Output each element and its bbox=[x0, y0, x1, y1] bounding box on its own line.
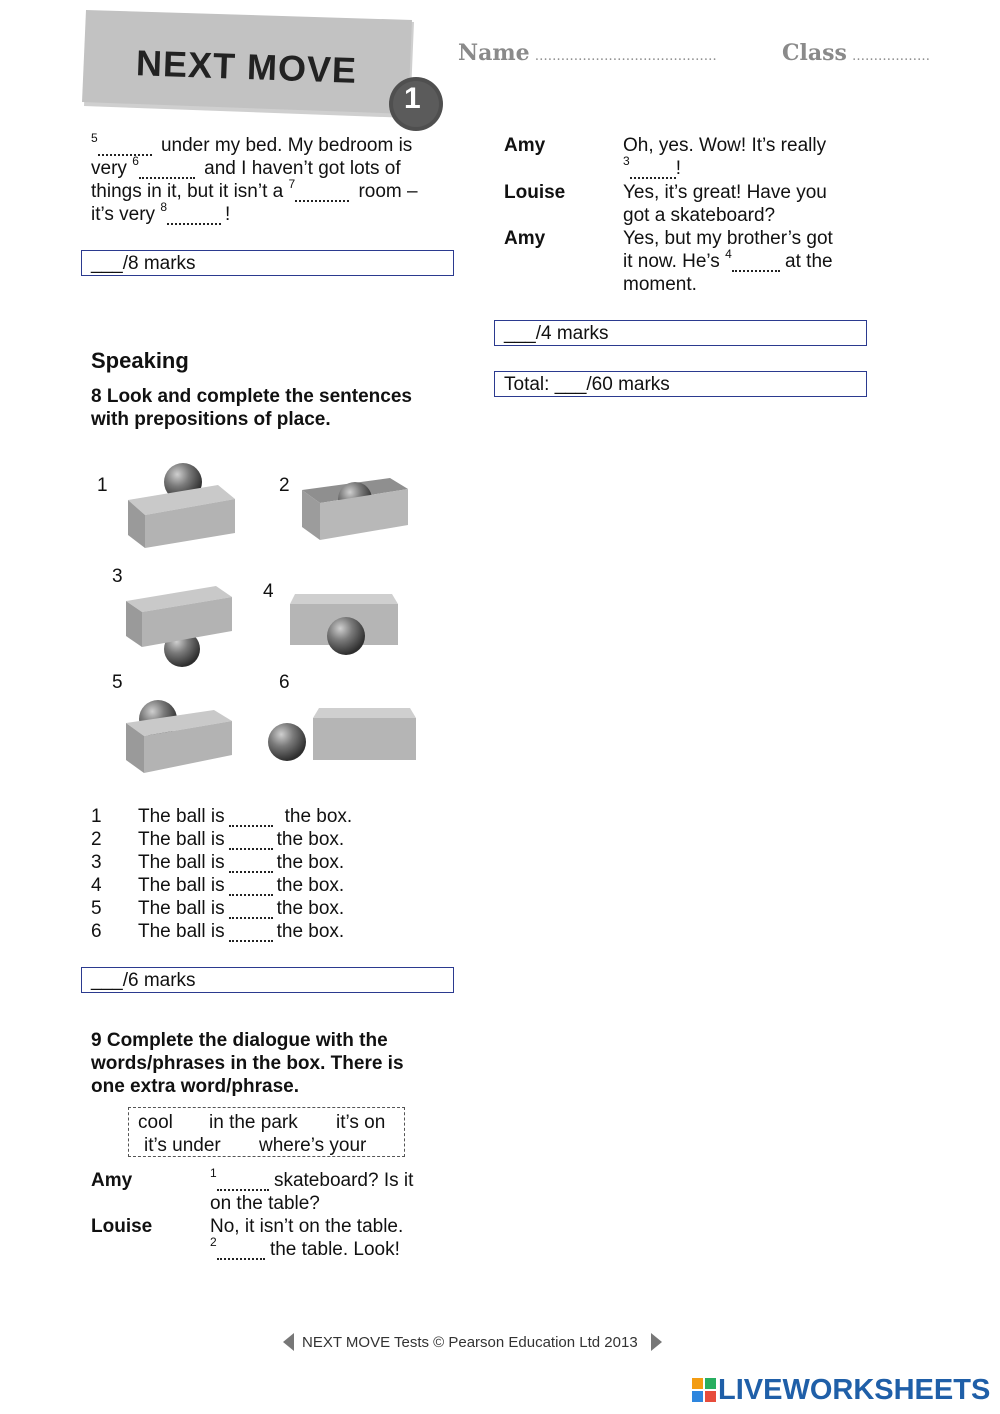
logo-text: NEXT MOVE bbox=[135, 42, 358, 91]
text-line: under my bed. My bedroom is bbox=[155, 135, 413, 156]
word-box-item: it’s on bbox=[336, 1112, 386, 1133]
sentence-number: 3 bbox=[91, 852, 102, 873]
sentence-text: The ball is bbox=[138, 806, 225, 827]
sentence-text: the box. bbox=[284, 806, 353, 827]
gap-number: 1 bbox=[210, 1165, 217, 1180]
sentence-text: The ball is bbox=[138, 921, 225, 942]
answer-5[interactable] bbox=[98, 138, 152, 156]
class-field[interactable] bbox=[782, 40, 930, 66]
dialogue-text: got a skateboard? bbox=[623, 205, 776, 226]
word-box-item: it’s under bbox=[144, 1135, 221, 1156]
instruction-line: 8 Look and complete the sentences bbox=[91, 386, 412, 407]
sentence-row bbox=[91, 897, 451, 920]
gap-number: 4 bbox=[725, 246, 732, 261]
image-ball-in-front-of-box bbox=[290, 594, 398, 655]
sentence-text: the box. bbox=[276, 852, 345, 873]
dialogue-text: it now. He’s bbox=[623, 251, 726, 272]
speaking-heading: Speaking bbox=[91, 348, 189, 373]
answer-d4[interactable] bbox=[732, 254, 780, 272]
dialogue-line bbox=[623, 181, 873, 227]
answer-d1[interactable] bbox=[217, 1173, 269, 1191]
instruction-line: with prepositions of place. bbox=[91, 409, 331, 430]
sentence-number: 5 bbox=[91, 898, 102, 919]
answer-d2[interactable] bbox=[217, 1242, 265, 1260]
sentence-text: The ball is bbox=[138, 898, 225, 919]
text-line: things in it, but it isn’t a bbox=[91, 181, 289, 202]
text-line: very bbox=[91, 158, 133, 179]
sentence-number: 6 bbox=[91, 921, 102, 942]
dialogue-text: at the bbox=[779, 251, 833, 272]
answer-s6[interactable] bbox=[229, 924, 273, 942]
image-label-2: 2 bbox=[279, 475, 290, 496]
sentence-text: The ball is bbox=[138, 829, 225, 850]
prev-page-icon[interactable] bbox=[283, 1333, 294, 1351]
gap-number: 6 bbox=[132, 153, 139, 168]
sentence-row bbox=[91, 920, 451, 943]
name-label: Name bbox=[458, 40, 530, 66]
image-label-1: 1 bbox=[97, 475, 108, 496]
text-line: ! bbox=[225, 204, 231, 225]
sentence-row bbox=[91, 805, 451, 828]
answer-7[interactable] bbox=[295, 184, 349, 202]
image-ball-under-box bbox=[126, 586, 232, 667]
text-line: and I haven’t got lots of bbox=[198, 158, 401, 179]
sentence-number: 4 bbox=[91, 875, 102, 896]
sentence-text: The ball is bbox=[138, 852, 225, 873]
gap-number: 3 bbox=[623, 153, 630, 168]
sentence-list bbox=[91, 805, 451, 943]
gap-number: 7 bbox=[288, 176, 296, 191]
next-page-icon[interactable] bbox=[651, 1333, 662, 1351]
sentence-row bbox=[91, 851, 451, 874]
speaker-name: Louise bbox=[91, 1216, 153, 1237]
answer-8[interactable] bbox=[167, 207, 221, 225]
image-ball-next-to-box bbox=[268, 708, 416, 761]
sentence-text: the box. bbox=[276, 829, 345, 850]
copyright-text: NEXT MOVE Tests © Pearson Education Ltd 2013 bbox=[302, 1334, 638, 1351]
speaker-name: Louise bbox=[504, 182, 566, 203]
dialogue-text: Yes, but my brother’s got bbox=[623, 228, 833, 249]
sentence-row bbox=[91, 874, 451, 897]
gap-number: 2 bbox=[210, 1234, 217, 1249]
sentence-text: The ball is bbox=[138, 875, 225, 896]
answer-s1[interactable] bbox=[229, 809, 273, 827]
class-dots: ……………… bbox=[852, 49, 930, 64]
answer-6[interactable] bbox=[139, 161, 195, 179]
word-box bbox=[128, 1107, 405, 1157]
name-dots: …………………………………… bbox=[534, 49, 717, 64]
prepositions-illustration bbox=[90, 455, 430, 785]
image-label-6: 6 bbox=[279, 672, 290, 693]
marks-box-8: ___/8 marks bbox=[81, 250, 454, 276]
image-label-3: 3 bbox=[112, 566, 123, 587]
sentence-text: the box. bbox=[276, 898, 345, 919]
exercise8-instruction bbox=[91, 385, 461, 431]
sentence-text: the box. bbox=[276, 875, 345, 896]
name-field[interactable] bbox=[458, 40, 717, 66]
dialogue-text: the table. Look! bbox=[264, 1239, 400, 1260]
speaker-name: Amy bbox=[504, 228, 546, 249]
word-box-item: cool bbox=[138, 1112, 173, 1133]
image-ball-in-box bbox=[302, 478, 408, 540]
total-marks-box: Total: ___/60 marks bbox=[494, 371, 867, 397]
text-line: it’s very bbox=[91, 204, 161, 225]
image-label-4: 4 bbox=[263, 581, 274, 602]
text-line: room – bbox=[353, 181, 418, 202]
liveworksheets-icon bbox=[692, 1378, 716, 1402]
dialogue-text: skateboard? Is it bbox=[268, 1170, 414, 1191]
dialogue-line bbox=[623, 134, 873, 180]
brand-text: LIVEWORKSHEETS bbox=[718, 1374, 991, 1406]
image-label-5: 5 bbox=[112, 672, 123, 693]
answer-s5[interactable] bbox=[229, 901, 273, 919]
dialogue-line bbox=[623, 227, 873, 296]
instruction-line: 9 Complete the dialogue with the bbox=[91, 1030, 388, 1051]
gap-number: 5 bbox=[91, 130, 98, 145]
marks-box-4: ___/4 marks bbox=[494, 320, 867, 346]
word-box-item: in the park bbox=[209, 1112, 298, 1133]
sentence-text: the box. bbox=[276, 921, 345, 942]
marks-box-6: ___/6 marks bbox=[81, 967, 454, 993]
dialogue-line bbox=[210, 1165, 450, 1215]
answer-s2[interactable] bbox=[229, 832, 273, 850]
sentence-number: 2 bbox=[91, 829, 102, 850]
dialogue-text: Oh, yes. Wow! It’s really bbox=[623, 135, 827, 156]
gap-number: 8 bbox=[160, 199, 168, 214]
image-ball-on-box bbox=[128, 463, 235, 548]
class-label: Class bbox=[782, 40, 847, 66]
badge-number: 1 bbox=[404, 82, 421, 115]
section7-text bbox=[91, 130, 461, 226]
instruction-line: words/phrases in the box. There is bbox=[91, 1053, 404, 1074]
speaker-name: Amy bbox=[91, 1170, 133, 1191]
exercise9-instruction bbox=[91, 1029, 461, 1098]
speaker-name: Amy bbox=[504, 135, 546, 156]
sentence-row bbox=[91, 828, 451, 851]
dialogue-text: ! bbox=[675, 158, 681, 179]
sentence-number: 1 bbox=[91, 806, 102, 827]
dialogue-text: Yes, it’s great! Have you bbox=[623, 182, 827, 203]
instruction-line: one extra word/phrase. bbox=[91, 1076, 300, 1097]
dialogue-text: No, it isn’t on the table. bbox=[210, 1216, 404, 1237]
answer-s3[interactable] bbox=[229, 855, 273, 873]
dialogue-text: on the table? bbox=[210, 1193, 320, 1214]
answer-d3[interactable] bbox=[630, 161, 676, 179]
answer-s4[interactable] bbox=[229, 878, 273, 896]
dialogue-line bbox=[210, 1215, 450, 1261]
word-box-item: where’s your bbox=[259, 1135, 367, 1156]
image-ball-behind-box bbox=[126, 700, 232, 773]
dialogue-text: moment. bbox=[623, 274, 697, 295]
